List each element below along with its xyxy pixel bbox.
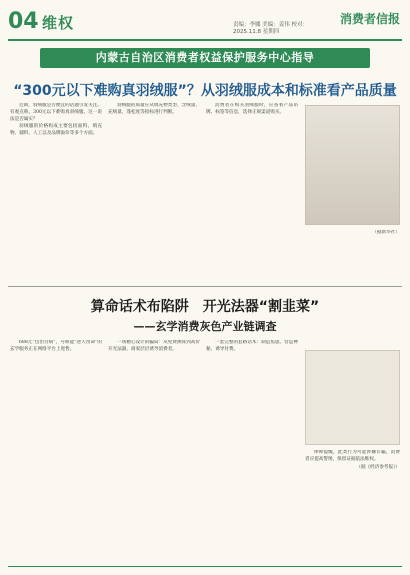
date-line: 2025.11.8 星期四: [233, 29, 280, 35]
article2-paragraph: 一套完整的套路话术：制造焦虑、营造神秘、诱导付费。: [206, 340, 298, 352]
article2-subtitle: ——玄学消费灰色产业链调查: [133, 320, 277, 333]
article1-paragraph: 羽绒服的质量应从填充物类型、含绒量、充绒量、蓬松度等指标进行判断。: [108, 103, 200, 115]
article1-column-1: [10, 103, 102, 281]
header-meta: [233, 22, 308, 36]
newspaper-logo: 消费者信报: [339, 12, 400, 26]
article2-paragraph: 688元“包治百病”，号称能“逆天改命”的玄学服务正在网络平台上兜售。: [10, 340, 102, 352]
article2-title: 算命话术布陷阱 开光法器“割韭菜”: [90, 299, 320, 315]
article1-title: “300元以下难购真羽绒服”？从羽绒服成本和标准看产品质量: [13, 83, 397, 99]
down-jacket-photo: [305, 105, 400, 225]
footer-rule: [8, 566, 402, 567]
header-rule: [8, 39, 402, 41]
article1-paragraph: 消费者在购买羽绒服时，应查看产品吊牌、标签等信息，选择正规渠道购买。: [206, 103, 298, 115]
article2-paragraph: 一场精心设计的骗局：从免费测算到高价开光法器，商家层层诱导消费者。: [108, 340, 200, 352]
article2-column-2: [108, 340, 200, 562]
article1-column-3: [206, 103, 298, 281]
illustration: [305, 350, 400, 445]
page-header: [8, 8, 402, 38]
article2-caption: （据《经济参考报》）: [356, 464, 400, 470]
article1-column-2: [108, 103, 200, 281]
article2-paragraph: 律师提醒，此类行为可能涉嫌诈骗，消费者应提高警惕，保留证据依法维权。: [305, 450, 400, 462]
guidance-banner: 内蒙古自治区消费者权益保护服务中心指导: [40, 48, 370, 68]
article1-paragraph: 近期，羽绒服是否便宜的话题引发关注。有观点称，300元以下难购真羽绒服，这一说法是否属实？: [10, 103, 102, 122]
editor-line: 责编：李娜 美编：姜伟 校对：: [233, 22, 308, 28]
article1-caption: （据新华社）: [372, 230, 400, 235]
article1-column-4: [305, 230, 400, 280]
article2-column-1: [10, 340, 102, 562]
article2-column-3: [206, 340, 298, 562]
article-separator: [8, 286, 402, 287]
article1-paragraph: 羽绒服的价格构成主要包括面料、填充物、辅料、人工以及品牌溢价等多个方面。: [10, 124, 102, 137]
page-number: 04: [8, 9, 39, 34]
section-name: 维权: [42, 14, 75, 32]
article2-column-4: [305, 450, 400, 562]
